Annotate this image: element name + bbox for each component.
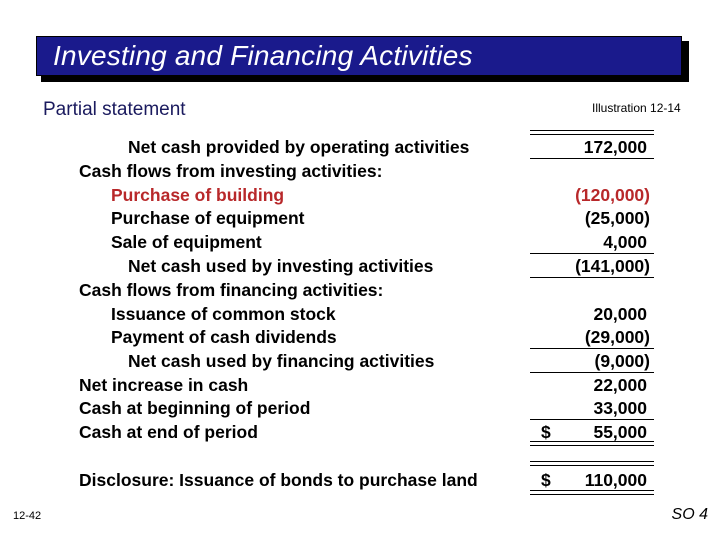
subtitle: Partial statement — [43, 99, 186, 120]
row-label: Cash at end of period — [79, 422, 258, 442]
top-double-rule — [530, 130, 654, 135]
row-amount: 22,000 — [593, 375, 647, 395]
total-double-rule — [530, 441, 654, 446]
rule — [530, 158, 654, 159]
rule — [530, 348, 654, 349]
rule — [530, 419, 654, 420]
row-label: Net increase in cash — [79, 375, 249, 395]
statement-row — [0, 304, 720, 328]
row-label: Payment of cash dividends — [111, 327, 337, 347]
disclosure-amount: 110,000 — [584, 470, 647, 490]
row-label: Purchase of building — [111, 185, 285, 205]
statement-row — [0, 185, 720, 209]
row-amount: 172,000 — [583, 137, 647, 157]
statement-row — [0, 208, 720, 232]
statement-row — [0, 280, 720, 304]
row-amount: (29,000) — [584, 327, 650, 347]
illustration-ref: Illustration 12-14 — [592, 101, 681, 115]
disclosure-top-rule — [530, 461, 654, 466]
row-amount: (120,000) — [575, 185, 650, 205]
row-amount: 4,000 — [603, 232, 647, 252]
row-label: Issuance of common stock — [111, 304, 336, 324]
study-objective: SO 4 — [671, 506, 708, 523]
disclosure-bottom-rule — [530, 490, 654, 495]
row-label: Purchase of equipment — [111, 208, 305, 228]
row-amount: 55,000 — [593, 422, 647, 442]
currency-symbol: $ — [541, 422, 551, 442]
rule — [530, 372, 654, 373]
row-label: Net cash provided by operating activities — [128, 137, 470, 157]
statement-row — [0, 161, 720, 185]
row-label: Net cash used by investing activities — [128, 256, 434, 276]
page-number: 12-42 — [13, 510, 42, 522]
row-amount: (25,000) — [584, 208, 650, 228]
row-label: Sale of equipment — [111, 232, 262, 252]
disclosure-label: Disclosure: Issuance of bonds to purchase land — [79, 470, 478, 490]
row-label: Net cash used by financing activities — [128, 351, 435, 371]
row-label: Cash at beginning of period — [79, 398, 311, 418]
rule — [530, 253, 654, 254]
row-amount: (9,000) — [594, 351, 650, 371]
title-banner — [36, 36, 682, 76]
row-amount: 20,000 — [593, 304, 647, 324]
currency-symbol: $ — [541, 470, 551, 490]
rule — [530, 277, 654, 278]
row-amount: (141,000) — [575, 256, 650, 276]
row-amount: 33,000 — [593, 398, 647, 418]
row-label: Cash flows from financing activities: — [79, 280, 384, 300]
slide-title: Investing and Financing Activities — [53, 40, 473, 71]
row-label: Cash flows from investing activities: — [79, 161, 383, 181]
statement-row — [0, 375, 720, 399]
